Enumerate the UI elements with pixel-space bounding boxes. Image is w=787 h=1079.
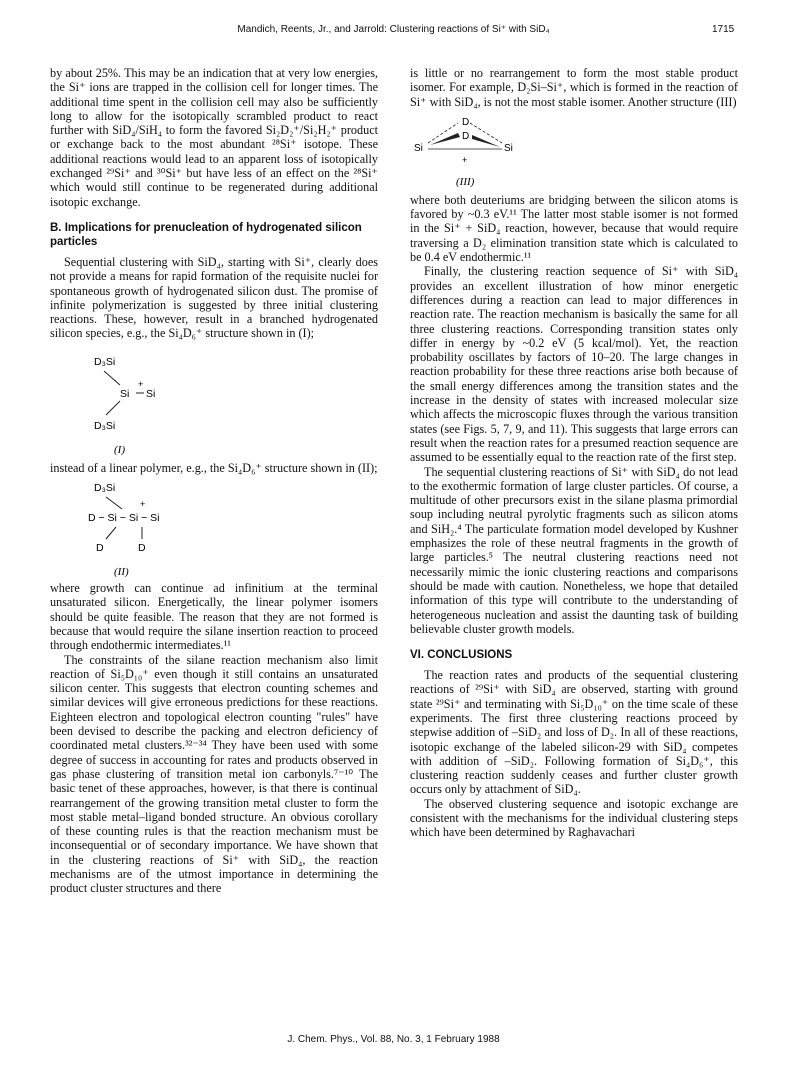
- structure-I: [50, 341, 378, 461]
- struct-II-chain: D − Si − Si − Si: [88, 512, 160, 525]
- paragraph: Sequential clustering with SiD₄, starting with Si⁺, clearly does not provide a means for rapid formation of the requisite nuclei for spontaneous growth of hydrogenated silicon dust. The promise of infinite polymerization is suggested by three initial clustering reactions. These, however, result in a branched hydrogenated silicon species, e.g., the Si₄D₆⁺ structure shown in (I);: [50, 254, 378, 341]
- section-heading-b: B. Implications for prenucleation of hydrogenated silicon particles: [50, 221, 362, 248]
- paragraph: is little or no rearrangement to form the most stable product isomer. For example, D₂Si–Si⁺, which is formed in the reaction of Si⁺ with SiD₄, is not the most stable isomer. Another structure (III): [410, 66, 738, 109]
- paragraph: The observed clustering sequence and isotopic exchange are consistent with the mechanisms for the individual clustering steps which have been determined by Raghavachari: [410, 796, 738, 840]
- running-header: [0, 24, 787, 40]
- struct-I-d3si-bottom: D₃Si: [94, 419, 116, 432]
- right-column: [410, 66, 738, 840]
- paragraph: by about 25%. This may be an indication that at very low energies, the Si⁺ ions are trapped in the collision cell for longer times. The additional time spent in the collision cell may also be sufficiently long to allow for the isotopically scrambled product to react further with SiD₄/SiH₄ to form the favored Si₂D₂⁺/Si₂H₂⁺ product or exchange back to the most abundant ²⁸Si⁺ isotope. These additional reactions would lead to an apparent loss of isotopically exchanged ²⁹Si⁺ and ³⁰Si⁺ but have less of an effect on the ²⁸Si⁺ which would still continue to be regenerated during additional isotopic exchange.: [50, 66, 378, 209]
- struct-III-d-mid: D: [462, 130, 470, 142]
- journal-footer: J. Chem. Phys., Vol. 88, No. 3, 1 February 1988: [287, 1034, 500, 1045]
- struct-II-label: (II): [114, 566, 129, 579]
- paragraph: The constraints of the silane reaction mechanism also limit reaction of Si₅D₁₀⁺ even though it still contains an unsaturated silicon center. This suggests that electron counting schemes and similar devices will give erroneous predictions for these reactions. Eighteen electron and topological electron counting "rules" have been devised to describe the packing and electron deficiency of coordinated metal clusters.³²⁻³⁴ They have been used with some degree of success in accounting for rates and products observed in gas phase clustering of transition metal ion carbonyls.⁷⁻¹⁰ The basic tenet of these approaches, however, is that there is continual rearrangement of the growing transition metal cluster to form the most stable metal–ligand bonded structure. An obvious corollary of these counting rules is that the reaction mechanism must be inconsequential or of secondary importance. We have shown that in the clustering reactions of Si⁺ with SiD₄, the reaction mechanisms are of the utmost importance in determining the product cluster structures and there: [50, 652, 378, 896]
- paragraph: The sequential clustering reactions of Si⁺ with SiD₄ do not lead to the exothermic formation of large cluster particles. Of course, a multitude of other precursors exist in the silane plasma primordial soup including neutral pyrolytic fragments such as silicon atoms and SiH₂.⁴ The particulate formation model developed by Kushner emphasizes the role of these neutral fragments in the growth of large particles.⁵ The neutral clustering reactions need not necessarily mimic the ionic clustering reactions and comparisons should be made with caution. Nonetheless, we hope that detailed information of this type will contribute to the understanding of heterogeneous nucleation and assist the daunting task of building believable cluster growth models.: [410, 464, 738, 636]
- struct-III-label: (III): [456, 175, 475, 188]
- paragraph: where growth can continue ad infinitium at the terminal unsaturated silicon. Energetically, the linear polymer isomers should be quite feasible. The reason that they are not formed is because that would require the silane insertion reaction to proceed through endothermic intermediates.¹¹: [50, 581, 378, 653]
- struct-I-plus: +: [138, 378, 144, 389]
- struct-III-plus: +: [462, 154, 468, 165]
- left-column: [50, 66, 378, 896]
- struct-II-d-right: D: [138, 542, 146, 555]
- paragraph: Finally, the clustering reaction sequence of Si⁺ with SiD₄ provides an excellent illustration of how minor energetic differences during a reaction can lead to major differences in reaction rate. The reaction mechanism is basically the same for all three clustering reactions. Corresponding transition states only differ in energy by ~0.2 eV (5 kcal/mol). Yet, the reaction probability oscillates by factors of 10–20. The large changes in reaction probability for these three reactions arise both because of the small energy differences among the transition states and the increase in the density of states with increased molecular size which affects the microscopic fluxes through the various transition states (see Figs. 5, 7, 9, and 11). This suggests that large errors can result when the reaction rates for a presumed reaction sequence are assumed to be essentially equal to the reaction rate of the first step.: [410, 264, 738, 465]
- paragraph: The reaction rates and products of the sequential clustering reactions of ²⁹Si⁺ with SiD₄ are observed, starting with ground state ²⁹Si⁺ and terminating with Si₅D₁₀⁺ on the time scale of these experiments. The first three clustering reactions proceed by stepwise addition of –SiD₂ and loss of D₂. In all of these reactions, isotopic exchange of the labeled silicon-29 with SiD₄ competes with addition of –SiD₂. Following formation of Si₄D₆⁺, this clustering reaction suddenly ceases and further cluster growth occurs only by attachment of SiD₄.: [410, 668, 738, 797]
- section-heading-vi: VI. CONCLUSIONS: [410, 649, 513, 662]
- structure-II-drawing: [50, 475, 378, 581]
- paragraph: where both deuteriums are bridging between the silicon atoms is favored by ~0.3 eV.¹¹ The latter most stable isomer is not formed in the Si⁺ + SiD₄ reaction, however, because that would require traversing a D₂ elimination transition state which is calculated to be 0.4 eV endothermic.¹¹: [410, 192, 738, 265]
- structure-III: [410, 109, 738, 193]
- struct-I-si-center: Si: [120, 387, 130, 400]
- paragraph: instead of a linear polymer, e.g., the Si₄D₆⁺ structure shown in (II);: [50, 460, 378, 475]
- struct-I-d3si-top: D₃Si: [94, 355, 116, 368]
- running-title: Mandich, Reents, Jr., and Jarrold: Clustering reactions of Si⁺ with SiD₄: [237, 24, 550, 35]
- structure-III-drawing: [410, 109, 738, 193]
- struct-III-si-right: Si: [504, 142, 513, 154]
- struct-I-si-right: Si: [146, 387, 156, 400]
- struct-III-si-left: Si: [414, 142, 423, 154]
- struct-III-d-top: D: [462, 116, 470, 128]
- struct-II-plus: +: [140, 499, 146, 510]
- struct-II-d3si: D₃Si: [94, 482, 116, 495]
- structure-I-drawing: [50, 341, 378, 461]
- struct-II-d-left: D: [96, 542, 104, 555]
- struct-I-label: (I): [114, 443, 125, 456]
- structure-II: [50, 475, 378, 581]
- page-number: 1715: [712, 24, 735, 35]
